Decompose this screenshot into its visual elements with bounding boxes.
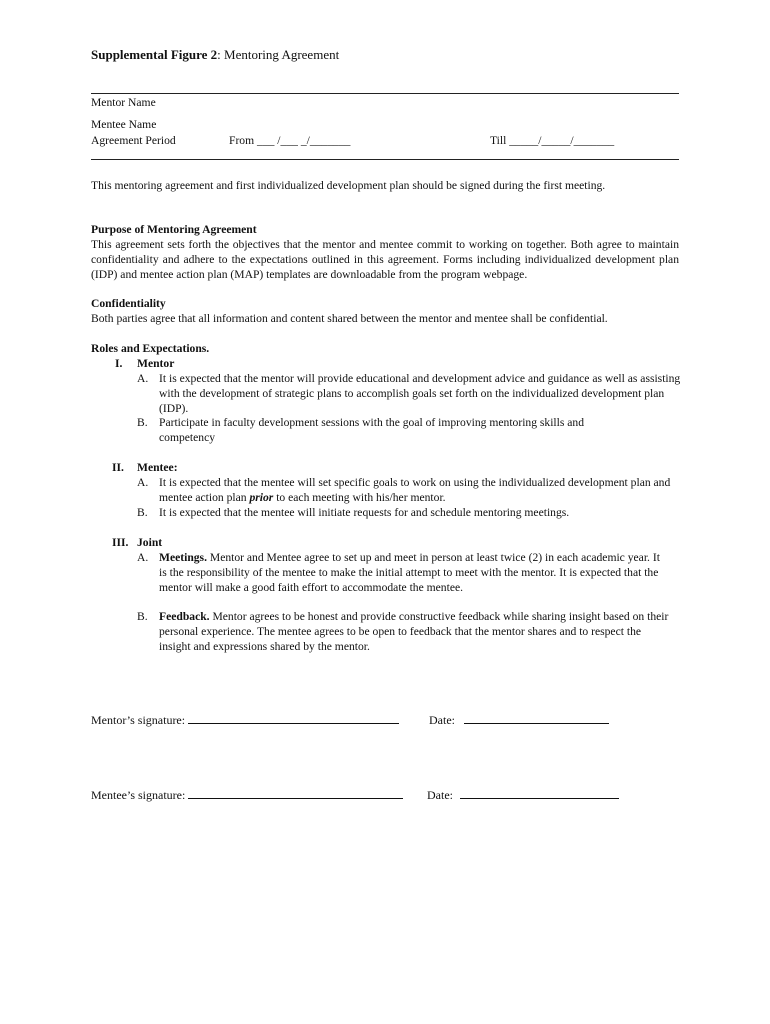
mentee-section-label: Mentee: <box>137 461 178 474</box>
mentor-item-b-text: Participate in faculty development sessions with the goal of improving mentoring skills and competency <box>159 416 585 444</box>
mentee-item-b-letter: B. <box>137 506 148 519</box>
joint-item-b-text <box>159 609 673 654</box>
mentor-date-label: Date: <box>429 713 455 727</box>
mentor-name-label: Mentor Name <box>91 96 156 109</box>
mentee-item-a-letter: A. <box>137 476 149 489</box>
joint-item-a-body: Mentor and Mentee agree to set up and meet in person at least twice (2) in each academic year. It is the responsibility of the mentee to make the initial attempt to meet with the mentor. It is expected that the mentor will make a good faith effort to accommodate the mentee. <box>159 551 660 594</box>
mentee-item-b-text: It is expected that the mentee will initiate requests for and schedule mentoring meetings. <box>159 506 570 519</box>
intro-text: This mentoring agreement and first individualized development plan should be signed during the first meeting. <box>91 179 606 192</box>
agreement-period-label: Agreement Period <box>91 134 176 147</box>
mentee-date-label: Date: <box>427 788 453 802</box>
mentee-name-label: Mentee Name <box>91 118 157 131</box>
mentee-signature-row <box>91 787 403 803</box>
mentee-item-a-text <box>159 475 671 505</box>
title-bold: Supplemental Figure 2 <box>91 47 218 62</box>
joint-numeral: III. <box>112 536 129 549</box>
joint-item-b-body: Mentor agrees to be honest and provide constructive feedback while sharing insight based on their personal experience. The mentee agrees to be open to feedback that the mentor shares and to respect the insight and expressions shared by the mentor. <box>159 610 669 653</box>
bottom-rule <box>91 159 679 160</box>
period-from-field[interactable]: From ___ /___ _/_______ <box>229 134 351 147</box>
joint-section-label: Joint <box>137 536 163 549</box>
confidentiality-heading: Confidentiality <box>91 297 166 310</box>
mentee-signature-line[interactable] <box>188 787 403 799</box>
purpose-body: This agreement sets forth the objectives that the mentor and mentee commit to working on together. Both agree to maintain confidentiality and adhere to the expectations outlined in this agreement. Forms including individualized development plan (IDP) and mentee action plan (MAP) templates are downloadable from the program webpage. <box>91 238 679 281</box>
confidentiality-body: Both parties agree that all information and content shared between the mentor and mentee shall be confidential. <box>91 312 608 325</box>
mentor-item-a-letter: A. <box>137 372 149 385</box>
mentor-item-b-letter: B. <box>137 416 148 429</box>
top-rule <box>91 93 679 94</box>
mentor-section-label: Mentor <box>137 357 175 370</box>
mentor-item-a-text: It is expected that the mentor will provide educational and development advice and guidance as well as assisting with the development of strategic plans to accomplish goals set forth on the individualized development plan (IDP). <box>159 372 681 415</box>
mentee-item-a-pre: It is expected that the mentee will set specific goals to work on using the individualized development plan and mentee action plan <box>159 476 671 504</box>
joint-item-a-lead: Meetings. <box>159 551 207 564</box>
title-rest: : Mentoring Agreement <box>217 47 340 62</box>
mentee-date-row <box>427 787 619 803</box>
mentee-date-line[interactable] <box>460 787 619 799</box>
page-title <box>91 47 339 62</box>
joint-item-a-text <box>159 550 667 595</box>
mentee-numeral: II. <box>112 461 124 474</box>
mentor-signature-line[interactable] <box>188 712 399 724</box>
mentee-signature-label: Mentee’s signature: <box>91 788 186 802</box>
roles-heading: Roles and Expectations. <box>91 342 210 355</box>
purpose-heading: Purpose of Mentoring Agreement <box>91 223 257 236</box>
period-till-field[interactable]: Till _____/_____/_______ <box>490 134 615 147</box>
mentee-item-a-post: to each meeting with his/her mentor. <box>273 491 446 504</box>
mentor-numeral: I. <box>115 357 123 370</box>
mentor-signature-label: Mentor’s signature: <box>91 713 186 727</box>
joint-item-a-letter: A. <box>137 551 149 564</box>
joint-item-b-lead: Feedback. <box>159 610 210 623</box>
mentor-date-row <box>429 712 609 728</box>
joint-item-b-letter: B. <box>137 610 148 623</box>
mentee-item-a-emphasis: prior <box>249 491 274 504</box>
mentor-date-line[interactable] <box>464 712 609 724</box>
mentor-signature-row <box>91 712 399 728</box>
